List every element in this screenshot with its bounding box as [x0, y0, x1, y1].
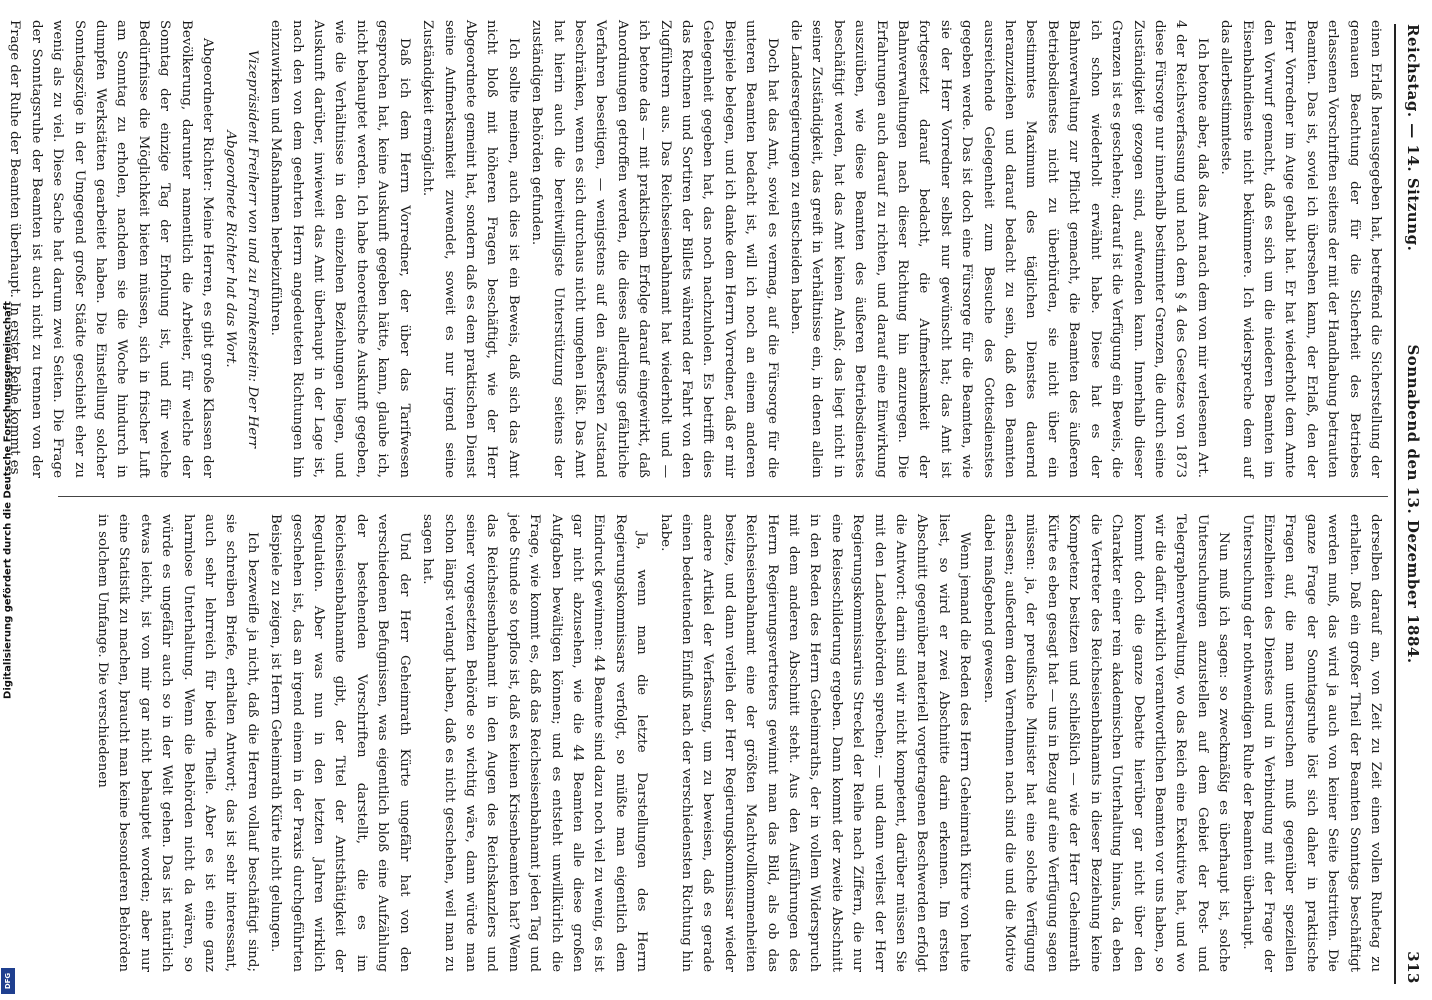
speaker-line: Vizepräsident Freiherr von und zu Frankenstein: Der Herr Abgeordnete Richter hat das Wort. — [223, 49, 260, 449]
paragraph: Ich bezweifle ja nicht, daß die Herren vollauf beschäftigt sind; sie schreiben Briefe, erhalten Antwort; das ist sehr interessant, auch sehr lehrreich für beide Theile. Aber es ist eine ganz harmlose Unterhaltung. Wenn die Behörden nicht da wären, so würde es ungefähr auch so in der Welt gehen. Das ist natürlich etwas leicht, ist von mir gar nicht behauptet worden; aber nur eine Statistik zu machen, braucht man keine besonderen Behörden in solchem Umfange. Die verschiedenen — [95, 514, 260, 972]
left-text-column — [7, 20, 1386, 478]
paragraph: Und der Herr Geheimrath Kürte ungefähr hat von den verschiedenen Befugnissen, was eigentlich bloß eine Aufzählung der bestehenden Vorschriften darstellt, die es im Reichseisenbahnamte gibt, der Titel der Amtsthätigkeit der Regulation. Aber was nun in den letzten Jahren wirklich geschehen ist, das an irgend einem in der Praxis durchgeführten Beispiele zu zeigen, ist Herrn Geheimrath Kürte nicht gelungen. — [268, 514, 412, 972]
right-text-column — [56, 514, 1386, 972]
dfg-logo-text: DFG — [4, 972, 12, 990]
paragraph: Ich betone aber, daß das Amt nach dem von mir verlesenen Art. 4 der Reichsverfassung und nach dem § 4 des Gesetzes von 1873 diese Fürsorge nur innerhalb bestimmter Grenzen, die durch seine Zuständigkeit gezogen sind, aufwenden kann. Innerhalb dieser Grenzen ist es geschehen; darauf ist die Verfügung ein Beweis, die ich schon wiederholt erwähnt habe. Diese hat es der Bahnverwaltung zur Pflicht gemacht, die Beamten des äußeren Betriebsdienstes nicht zu überbürden, sie nicht über ein bestimmtes Maximum des täglichen Dienstes dauernd heranzuziehen und darauf bedacht zu sein, daß den Beamten ausreichende Gelegenheit zum Besuche des Gottesdienstes gegeben werde. Das ist doch eine Fürsorge für die Beamten, wie sie der Herr Vorredner selbst nur gewünscht hat; das Amt ist fortgesetzt darauf bedacht, die Aufmerksamkeit der Bahnverwaltungen nach dieser Richtung hin anzuregen. Die Erfahrungen auch darauf zu richten, und darauf eine Einwirkung auszuüben, wie diese Beamten des äußeren Betriebsdienstes beschäftigt werden, hat das Amt keinen Anlaß; das liegt nicht in seiner Zuständigkeit, das greift in Verhältnisse ein, in denen allein die Landesregierungen zu entscheiden haben. — [788, 20, 1210, 478]
paragraph: derselben darauf an, von Zeit zu Zeit einen vollen Ruhetag zu erhalten. Daß ein großer Theil der Beamten Sonntags beschäftigt werden muß, das wird ja auch von keiner Seite bestritten. Die ganze Frage der Sonntagsruhe löst sich daher in praktische Fragen auf, die man untersuchen muß gegenüber speziellen Einzelheiten des Dienstes und in Verbindung mit der Frage der Untersuchung der nothwendigen Ruhe der Beamten überhaupt. — [1239, 514, 1383, 972]
page-number: 313 — [1404, 951, 1422, 984]
paragraph: Ich sollte meinen, auch dies ist ein Beweis, daß sich das Amt nicht bloß mit höheren Fragen beschäftigt, wie der Herr Abgeordnete gemeint hat, sondern daß es dem praktischen Dienst seine Aufmerksamkeit zuwendet, soweit es nur irgend seine Zuständigkeit ermöglicht. — [420, 20, 521, 478]
header-date: Sonnabend den 13. Dezember 1884. — [1404, 344, 1422, 664]
header-session: Reichstag. — 14. Sitzung. — [1404, 24, 1422, 252]
column-divider — [58, 496, 1388, 497]
paragraph: einen Erlaß herausgegeben hat, betreffend die Sicherstellung der genauen Beachtung der für die Sicherheit des Betriebes erlassenen Vorschriften seitens der mit der Handhabung betrauten Beamten. Das ist, soviel ich übersehen kann, der Erlaß, den der Herr Vorredner im Auge gehabt hat. Er hat wiederholt dem Amte den Vorwurf gemacht, daß es sich um die niederen Beamten im Eisenbahndienste nicht bekümmere. Ich widerspreche dem auf das allerbestimmteste. — [1218, 20, 1383, 478]
header-rule — [1394, 24, 1396, 984]
paragraph: Doch hat das Amt, soviel es vermag, auf die Fürsorge für die unteren Beamten bedacht ist, will ich noch an einem anderen Beispiele belegen, und ich danke dem Herrn Vorredner, daß er mir Gelegenheit gegeben hat, das noch nachzuholen. Es betrifft dies das Rechnen und Sortiren der Billets während der Fahrt von den Zugführern aus. Das Reichseisenbahnamt hat wiederholt und — ich betone das — mit praktischem Erfolge darauf eingewirkt, daß Anordnungen getroffen werden, die dieses allerdings gefährliche Verfahren beseitigen, — wenigstens auf den äußersten Zustand beschränken, wenn es sich durchaus nicht umgehen läßt. Das Amt hat hierin auch die bereitwilligste Unterstützung seitens der zuständigen Behörden gefunden. — [529, 20, 780, 478]
digitization-credit-text: Digitalisierung gefördert durch die Deutsche Forschungsgemeinschaft — [2, 301, 14, 699]
dfg-logo-icon — [1, 968, 15, 994]
paragraph: Abgeordneter Richter: Meine Herren, es gibt große Klassen der Bevölkerung, darunter namentlich die Arbeiter, für welche der Sonntag der einzige Tag der Erholung ist, und für welche Bedürfnisse die Möglichkeit bieten müssen, sich in frischer Luft am Sonntag zu erholen, nachdem sie die Woche hindurch in dumpfen Werkstätten gearbeitet haben. Die Einstellung solcher Sonntagszüge in der Umgegend großer Städte geschieht eher zu wenig als zu viel. Diese Sache hat darum zwei Seiten. Die Frage der Sonntagsruhe der Beamten ist auch nicht zu trennen von der Frage der Ruhe der Beamten überhaupt. In erster Reihe kommt es — [7, 20, 216, 478]
paragraph: Daß ich dem Herrn Vorredner, der über das Tarifwesen gesprochen hat, keine Auskunft gegeben hätte, kann, glaube ich, nicht behauptet werden. Ich habe theoretische Auskunft gegeben, wie die Verhältnisse in den einzelnen Beziehungen liegen, und Auskunft darüber, inwieweit das Amt überhaupt in der Lage ist, nach den von dem geehrten Herrn angedeuteten Richtungen hin einzuwirken und Maßnahmen herbeizuführen. — [268, 20, 412, 478]
running-header — [1398, 24, 1428, 984]
paragraph: Ja, wenn man die letzte Darstellungen des Herrn Regierungskommissars verfolgt, so müßte man eigentlich dem Eindruck gewinnen: 44 Beamte sind dazu noch viel zu wenig, es ist gar nicht abzusehen, wie die 44 Beamten alle diese großen Aufgaben bewältigen können; und es entsteht unwillkürlich die Frage, wie kommt es, daß das Reichseisenbahnamt jeden Tag und jede Stunde so topflos ist, daß es keinen Krisenbeamten hat? Wenn das Reichseisenbahnamt in den Augen des Reichskanzlers und seiner vorgesetzten Behörde so wichtig wäre, dann würde man schon längst verlangt haben, daß es nicht geschehen, weil man zu sagen hat. — [420, 514, 650, 972]
paragraph: Nun muß ich sagen: so zweckmäßig es überhaupt ist, solche Untersuchungen anzustellen auf dem Gebiet der Post- und Telegraphenverwaltung, wo das Reich eine Exekutive hat, und wo wir die dafür wirklich verantwortlichen Beamten vor uns haben, so kommt doch die ganze Debatte hierüber gar nicht über den Charakter einer rein akademischen Unterhaltung hinaus, da eben die Vertreter des Reichseisenbahnamts in dieser Beziehung keine Kompetenz besitzen und schließlich — wie der Herr Geheimrath Kürte es eben gesagt hat — uns in Bezug auf eine Verfügung sagen müssen: ja, der preußische Minister hat eine solche Verfügung erlassen; außerdem dem Vernehmen nach sind die und die Motive dabei maßgebend gewesen. — [980, 514, 1232, 972]
paragraph: Wenn jemand die Reden des Herrn Geheimrath Kürte von heute liest, so wird er zwei Abschnitte darin erkennen. Im ersten Abschnitt gegenüber materiell vorgetragenen Beschwerden erfolgt die Antwort: darin sind wir nicht kompetent, darüber müssen Sie mit den Landesbehörden sprechen; — und dann verliest der Herr Regierungskommissarius Streckel der Reihe nach Ziffern, die nur eine Reiseschilderung ergeben. Dann kommt der zweite Abschnitt in den Reden des Herrn Geheimraths, der in vollem Widerspruch mit dem anderen Abschnitt steht. Aus den Ausführungen des Herrn Regierungsvertreters gewinnt man das Bild, als ob das Reichseisenbahnamt eine der größten Machtvollkommenheiten besitze, und dann verlieh der Herr Regierungskommissar wieder andere Artikel der Verfassung, um zu beweisen, daß es gerade einen bedeutenden Einfluß nach der verschiedensten Richtung hin habe. — [657, 514, 973, 972]
